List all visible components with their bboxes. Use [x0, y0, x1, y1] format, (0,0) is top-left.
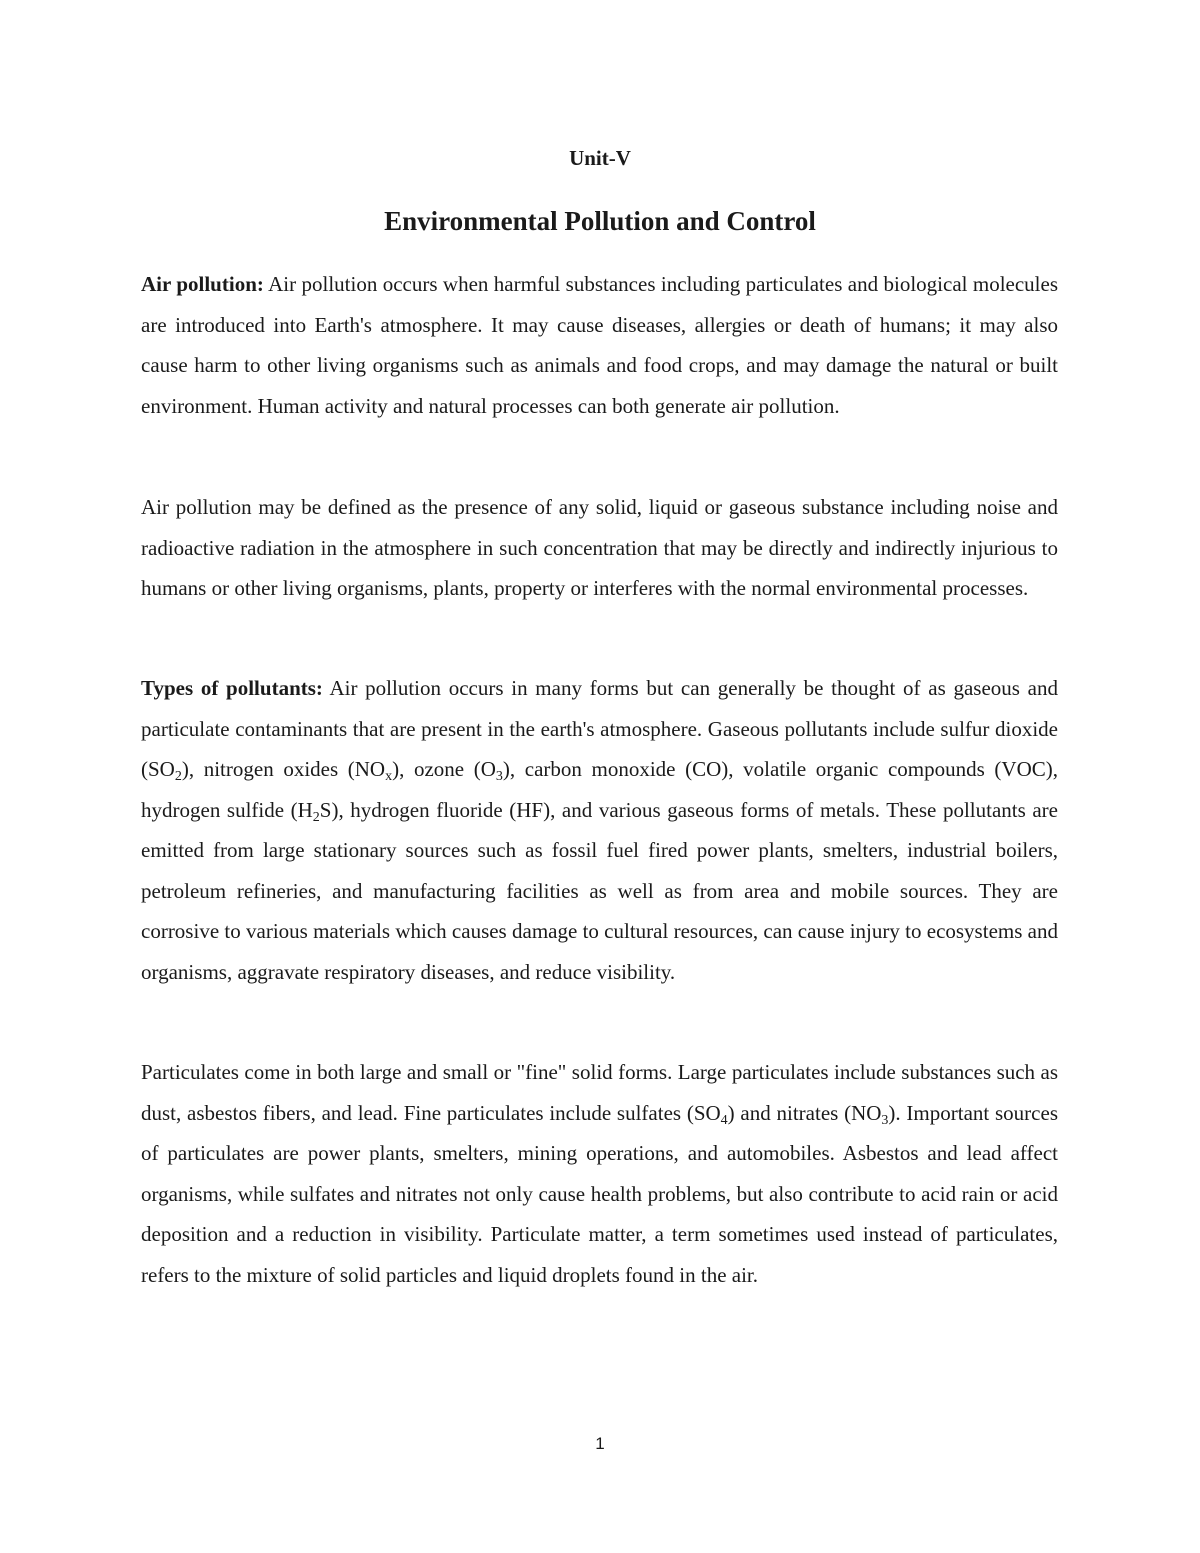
- paragraph-lead-heading: Air pollution:: [141, 272, 264, 296]
- paragraph-air-pollution: [141, 264, 1058, 426]
- paragraph-text: Air pollution occurs when harmful substances including particulates and biological molecules are introduced into Earth's atmosphere. It may cause diseases, allergies or death of humans; it may also cause harm to other living organisms such as animals and food crops, and may damage the natural or built environment. Human activity and natural processes can both generate air pollution.: [141, 272, 1059, 418]
- paragraph-lead-heading: Types of pollutants:: [141, 676, 323, 700]
- paragraph-particulates: [141, 1052, 1058, 1295]
- paragraph-types-of-pollutants: [141, 668, 1058, 992]
- paragraph-text: ), carbon monoxide (CO), volatile organic compounds (VOC), hydrogen sulfide (H: [141, 757, 1058, 822]
- paragraph-text: S), hydrogen fluoride (HF), and various gaseous forms of metals. These pollutants are emitted from large stationary sources such as fossil fuel fired power plants, smelters, industrial boilers, petroleum refineries, and manufacturing facilities as well as from area and mobile sources. They are corrosive to various materials which causes damage to cultural resources, can cause injury to ecosystems and organisms, aggravate respiratory diseases, and reduce visibility.: [141, 797, 1058, 984]
- chemical-subscript: 4: [720, 1112, 728, 1128]
- chemical-subscript: 3: [495, 769, 503, 784]
- paragraph-text: ) and nitrates (NO: [727, 1100, 882, 1125]
- paragraph-air-pollution-definition: [141, 487, 1058, 609]
- chemical-subscript: 2: [174, 769, 182, 784]
- paragraph-text: ). Important sources of particulates are power plants, smelters, mining operations, and automobiles. Asbestos and lead affect organisms, while sulfates and nitrates not only cause health problems, but also contribute to acid rain or acid deposition and a reduction in visibility. Particulate matter, a term sometimes used instead of particulates, refers to the mixture of solid particles and liquid droplets found in the air.: [141, 1100, 1058, 1287]
- paragraph-text: Air pollution may be defined as the presence of any solid, liquid or gaseous substance including noise and radioactive radiation in the atmosphere in such concentration that may be directly and indirectly injurious to humans or other living organisms, plants, property or interferes with the normal environmental processes.: [141, 495, 1058, 600]
- paragraph-text: Air pollution occurs in many forms but can generally be thought of as gaseous and particulate contaminants that are present in the earth's atmosphere. Gaseous pollutants include sulfur dioxide (SO: [141, 676, 1058, 781]
- chemical-subscript: 2: [312, 809, 320, 825]
- page-title: Environmental Pollution and Control: [384, 206, 816, 236]
- paragraph-text: ), nitrogen oxides (NO: [181, 757, 386, 781]
- page-number: 1: [595, 1434, 605, 1453]
- paragraph-text: ), ozone (O: [392, 757, 496, 781]
- paragraph-text: Particulates come in both large and small or "fine" solid forms. Large particulates include substances such as dust, asbestos fibers, and lead. Fine particulates include sulfates (SO: [141, 1060, 1058, 1125]
- chemical-subscript: x: [385, 769, 393, 784]
- unit-label: Unit-V: [569, 146, 631, 170]
- chemical-subscript: 3: [881, 1112, 889, 1128]
